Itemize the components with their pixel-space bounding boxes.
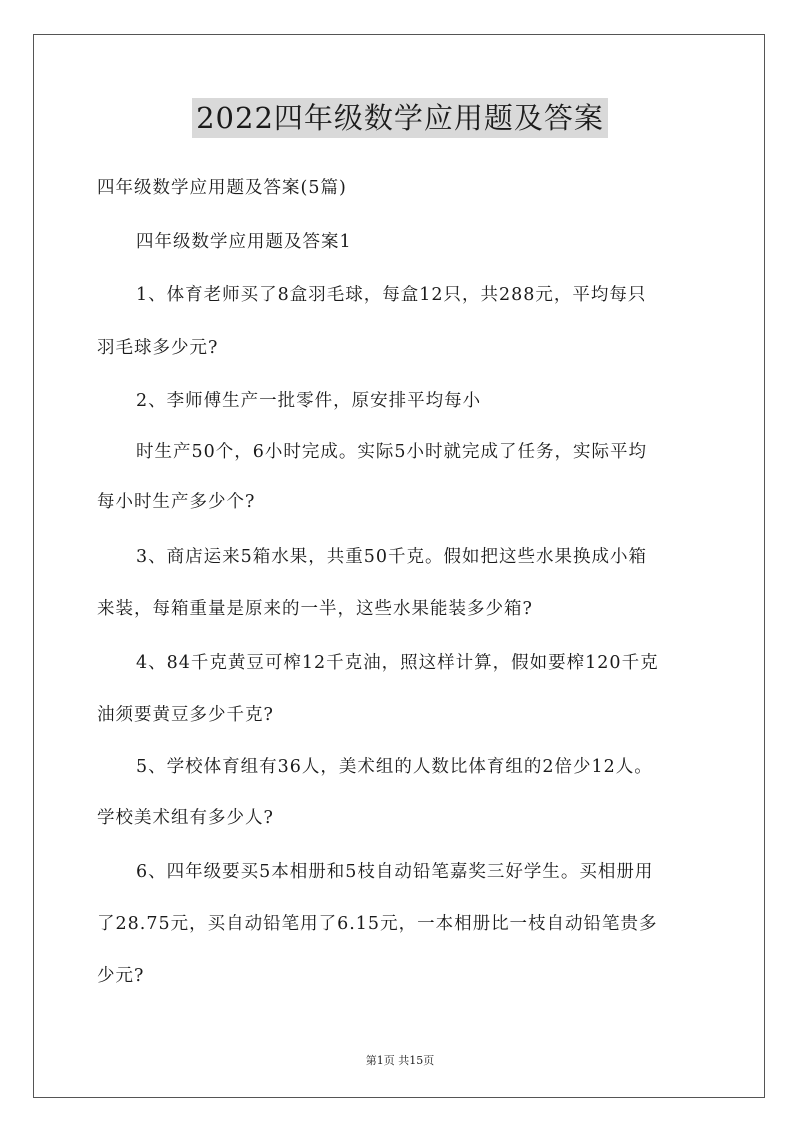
paragraph-line: 油须要黄豆多少千克?	[97, 705, 274, 725]
paragraph-line: 时生产50个，6小时完成。实际5小时就完成了任务，实际平均	[136, 442, 648, 462]
document-title-wrap	[0, 98, 800, 138]
paragraph-line: 3、商店运来5箱水果，共重50千克。假如把这些水果换成小箱	[136, 547, 648, 567]
paragraph-line: 1、体育老师买了8盒羽毛球，每盒12只，共288元，平均每只	[136, 285, 647, 305]
paragraph-line: 来装，每箱重量是原来的一半，这些水果能装多少箱?	[97, 599, 533, 619]
paragraph-line: 羽毛球多少元?	[97, 338, 219, 358]
paragraph-line: 了28.75元，买自动铅笔用了6.15元，一本相册比一枝自动铅笔贵多	[97, 914, 658, 934]
section-heading: 四年级数学应用题及答案1	[136, 232, 352, 252]
paragraph-line: 5、学校体育组有36人，美术组的人数比体育组的2倍少12人。	[136, 757, 653, 777]
paragraph-line: 少元?	[97, 966, 145, 986]
document-subtitle: 四年级数学应用题及答案(5篇)	[97, 178, 347, 198]
paragraph-line: 6、四年级要买5本相册和5枝自动铅笔嘉奖三好学生。买相册用	[136, 862, 654, 882]
paragraph-line: 学校美术组有多少人?	[97, 808, 274, 828]
paragraph-line: 4、84千克黄豆可榨12千克油，照这样计算，假如要榨120千克	[136, 653, 659, 673]
paragraph-line: 每小时生产多少个?	[97, 492, 256, 512]
page-number-footer: 第1页 共15页	[365, 1054, 435, 1067]
document-title: 2022四年级数学应用题及答案	[192, 98, 608, 138]
paragraph-line: 2、李师傅生产一批零件，原安排平均每小	[136, 391, 482, 411]
